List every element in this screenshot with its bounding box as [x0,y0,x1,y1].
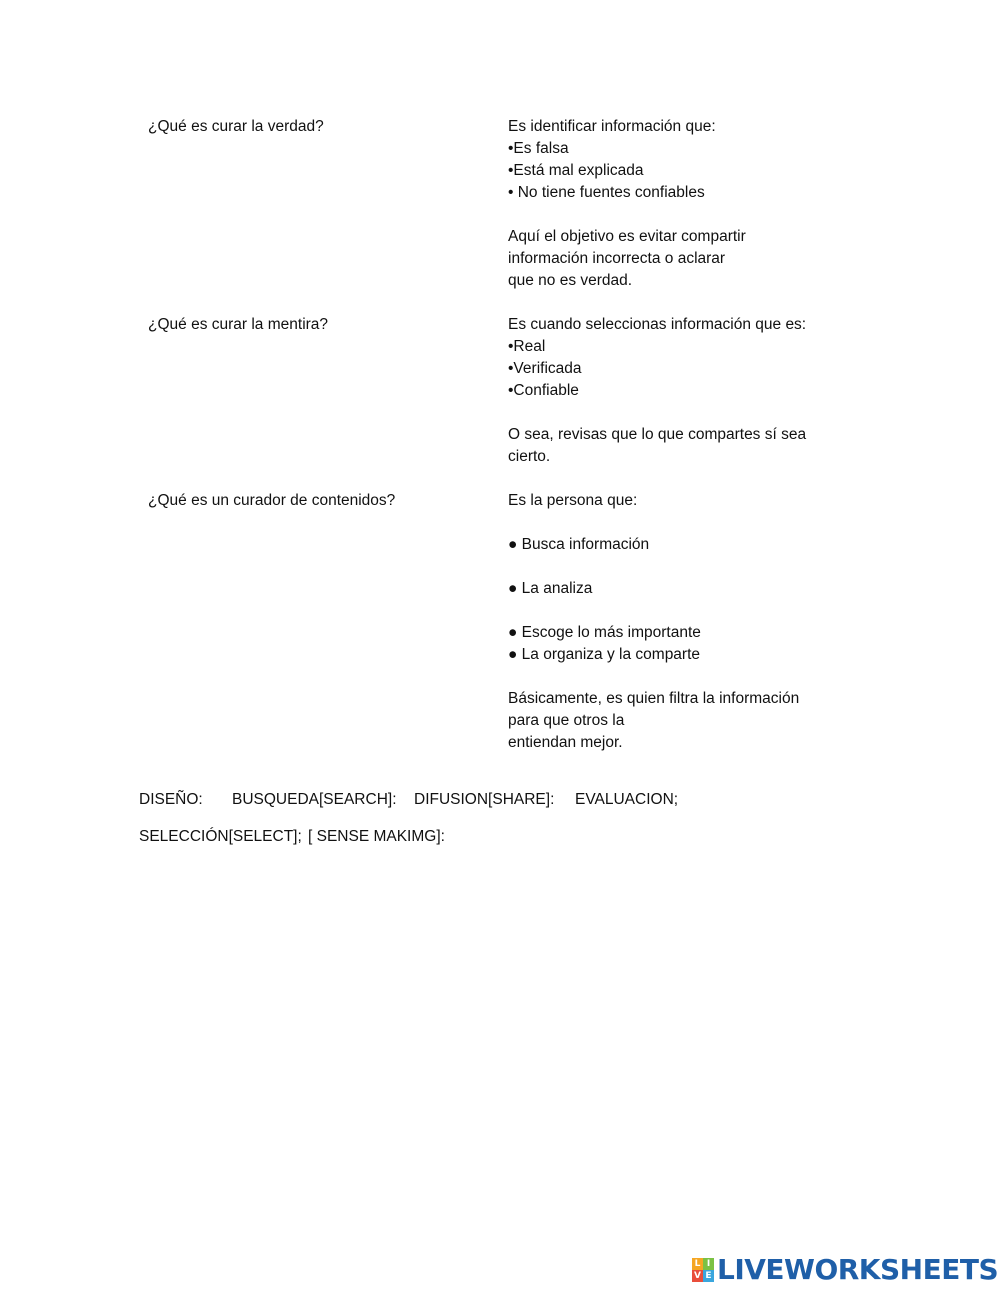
answer-3-line-12: entiendan mejor. [508,734,623,751]
answer-3-line-11: para que otros la [508,712,625,729]
keyword-evaluacion: EVALUACION; [575,791,679,808]
keyword-busqueda: BUSQUEDA[SEARCH]: [232,791,397,808]
answer-1-line-1: Es identificar información que: [508,118,716,135]
answer-1-line-2: •Es falsa [508,140,569,157]
answer-1-line-6: Aquí el objetivo es evitar compartir [508,228,746,245]
answer-2-line-2: •Real [508,338,546,355]
answer-3-line-7: ● Escoge lo más importante [508,624,701,641]
live-logo-icon [692,1258,714,1282]
keyword-difusion: DIFUSION[SHARE]: [414,791,555,808]
answer-2-line-1: Es cuando seleccionas información que es: [508,316,807,333]
logo-mark-letter: E [703,1270,714,1282]
answer-3-line-10: Básicamente, es quien filtra la información [508,690,800,707]
liveworksheets-logo [692,1254,998,1286]
keyword-diseno: DISEÑO: [139,791,203,808]
keyword-seleccion: SELECCIÓN[SELECT]; [139,828,302,845]
keyword-sense-making: [ SENSE MAKIMG]: [308,828,445,845]
answer-2-line-4: •Confiable [508,382,579,399]
question-1: ¿Qué es curar la verdad? [148,118,324,135]
answer-2-line-3: •Verificada [508,360,582,377]
logo-mark-letter: I [703,1258,714,1270]
answer-1-line-3: •Está mal explicada [508,162,644,179]
question-2: ¿Qué es curar la mentira? [148,316,329,333]
answer-1-line-7: información incorrecta o aclarar [508,250,726,267]
answer-2-line-7: cierto. [508,448,551,465]
answer-3-line-5: ● La analiza [508,580,593,597]
answer-2-line-6: O sea, revisas que lo que compartes sí sea [508,426,807,443]
answer-3-line-1: Es la persona que: [508,492,638,509]
logo-mark-letter: L [692,1258,703,1270]
answer-1-line-4: • No tiene fuentes confiables [508,184,705,201]
answer-3-line-8: ● La organiza y la comparte [508,646,701,663]
answer-3-line-3: ● Busca información [508,536,650,553]
answer-1-line-8: que no es verdad. [508,272,633,289]
logo-text: LIVEWORKSHEETS [717,1253,999,1286]
question-3: ¿Qué es un curador de contenidos? [148,492,396,509]
logo-mark-letter: V [692,1270,703,1282]
